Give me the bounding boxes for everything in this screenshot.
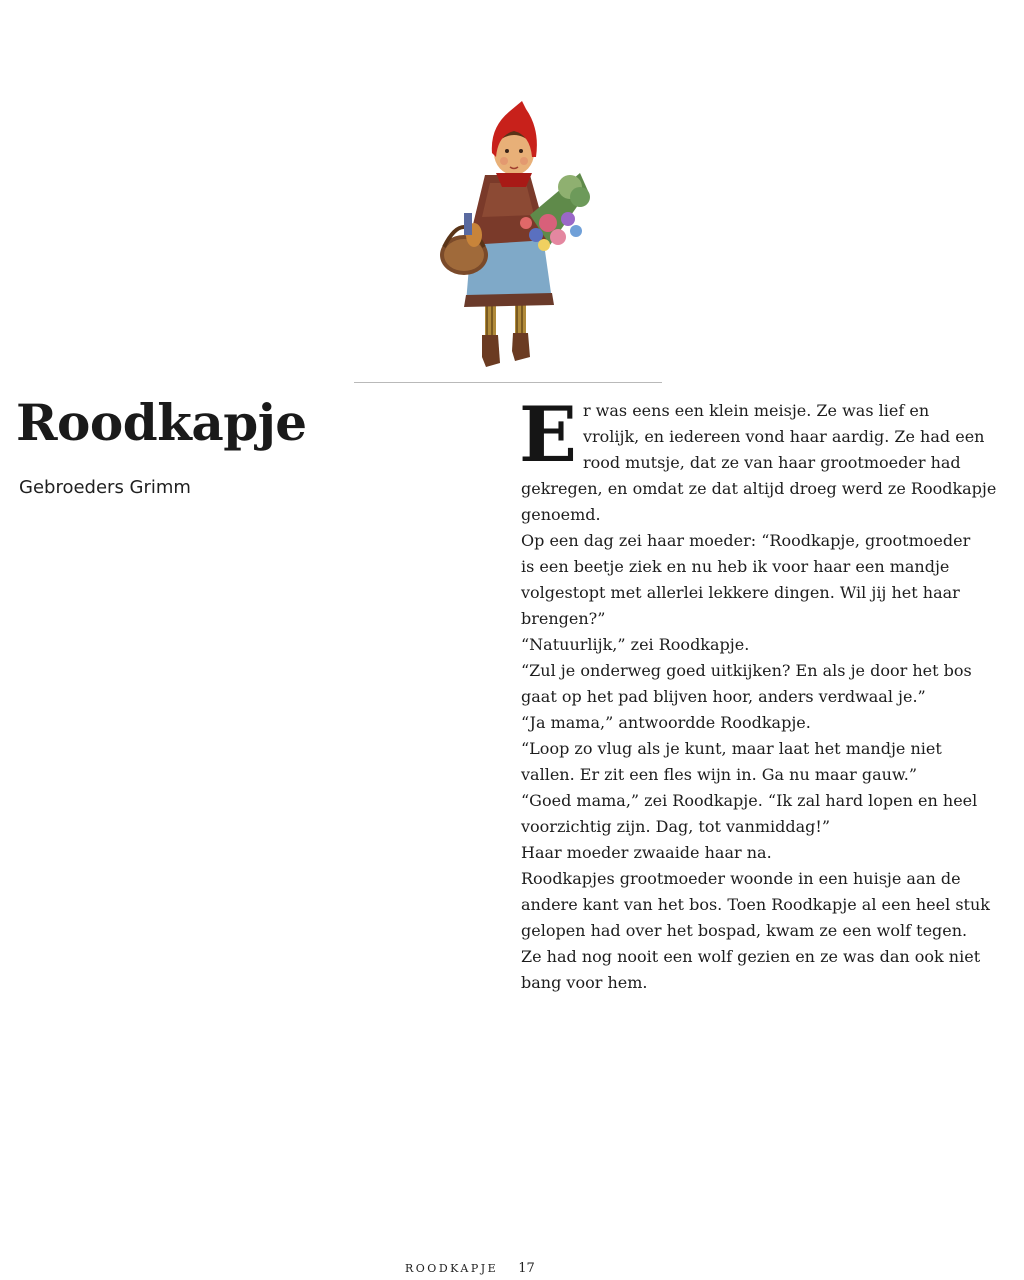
story-line: “Ja mama,” antwoordde Roodkapje.	[521, 713, 811, 732]
page-title: Roodkapje	[16, 393, 307, 452]
story-line: voorzichtig zijn. Dag, tot vanmiddag!”	[521, 817, 831, 836]
story-line: is een beetje ziek en nu heb ik voor haar een mandje	[521, 557, 950, 576]
story-line: Op een dag zei haar moeder: “Roodkapje, grootmoeder	[521, 531, 971, 550]
drop-cap: E	[519, 390, 577, 479]
story-line: gekregen, en omdat ze dat altijd droeg werd ze Roodkapje	[521, 479, 997, 498]
running-head: ROODKAPJE	[405, 1262, 499, 1275]
story-line: vrolijk, en iedereen vond haar aardig. Ze had een	[582, 427, 985, 446]
story-line: “Natuurlijk,” zei Roodkapje.	[521, 635, 750, 654]
story-line: Roodkapjes grootmoeder woonde in een huisje aan de	[521, 869, 961, 888]
story-line: genoemd.	[521, 505, 601, 524]
story-line: andere kant van het bos. Toen Roodkapje al een heel stuk	[521, 895, 990, 914]
story-line: gelopen had over het bospad, kwam ze een wolf tegen.	[521, 921, 968, 940]
story-line: brengen?”	[521, 609, 606, 628]
red-riding-hood-illustration	[430, 95, 600, 375]
story-line: Ze had nog nooit een wolf gezien en ze was dan ook niet	[521, 947, 981, 966]
page-number: 17	[518, 1261, 535, 1276]
story-line: “Zul je onderweg goed uitkijken? En als je door het bos	[521, 661, 972, 680]
story-line: Haar moeder zwaaide haar na.	[521, 843, 772, 862]
story-line: gaat op het pad blijven hoor, anders verdwaal je.”	[521, 687, 926, 706]
story-line: r was eens een klein meisje. Ze was lief en	[582, 401, 930, 420]
story-line: rood mutsje, dat ze van haar grootmoeder had	[582, 453, 961, 472]
page-footer	[405, 1260, 535, 1277]
story-text	[519, 390, 1006, 996]
story-line: “Loop zo vlug als je kunt, maar laat het mandje niet	[521, 739, 942, 758]
author-name: Gebroeders Grimm	[19, 477, 191, 498]
story-line: bang voor hem.	[521, 973, 648, 992]
divider-rule	[354, 382, 662, 383]
story-line: vallen. Er zit een fles wijn in. Ga nu maar gauw.”	[521, 765, 917, 784]
story-line: “Goed mama,” zei Roodkapje. “Ik zal hard lopen en heel	[521, 791, 978, 810]
story-line: volgestopt met allerlei lekkere dingen. Wil jij het haar	[521, 583, 960, 602]
